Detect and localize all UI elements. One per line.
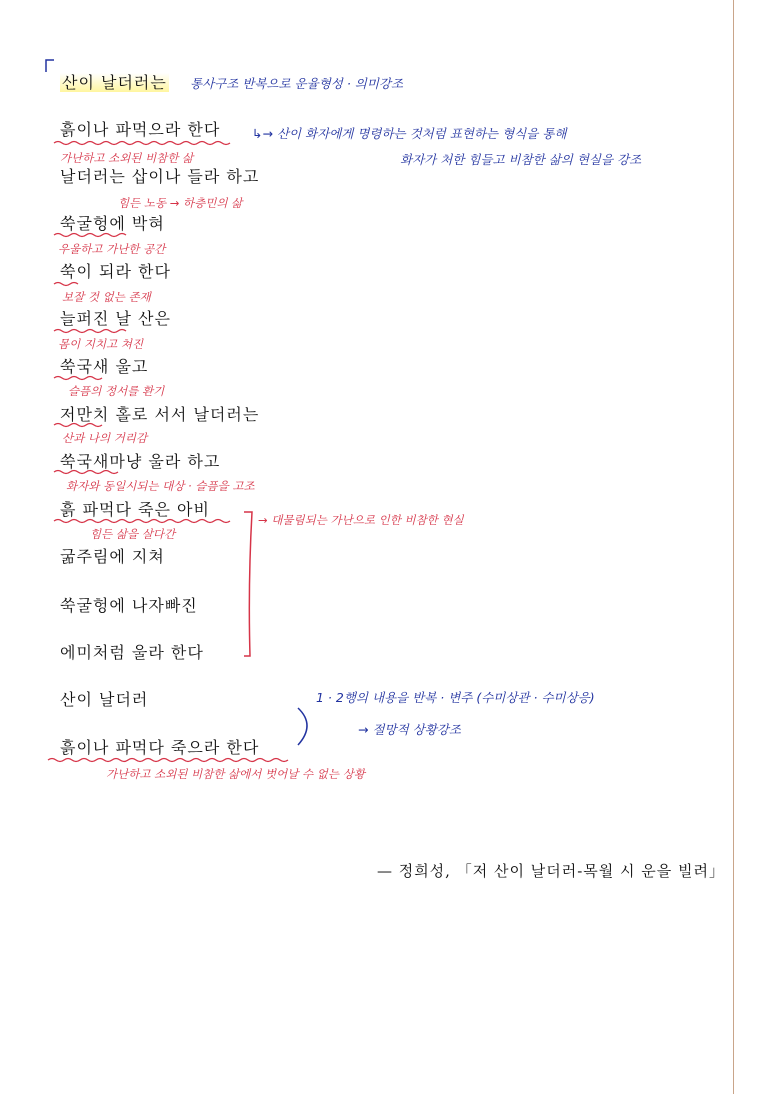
poem-line-5: 쑥이 되라 한다 <box>60 262 171 281</box>
poem-line-1: 산이 날더러는 <box>62 73 167 92</box>
note-sorrow-evoke: 슬픔의 정서를 환기 <box>68 384 165 398</box>
note-exhausted-body: 몸이 지치고 쳐진 <box>58 337 144 351</box>
page-margin-rule <box>733 0 734 1094</box>
poem-line-3: 날더러는 삽이나 들라 하고 <box>60 167 260 186</box>
note-insignificant-being: 보잘 것 없는 존재 <box>62 290 151 304</box>
poem-line-2: 흙이나 파먹으라 한다 <box>60 120 221 139</box>
note-hard-labor: 힘든 노동 → 하층민의 삶 <box>118 196 243 210</box>
poem-line-11: 굶주림에 지쳐 <box>60 547 165 566</box>
poem-line-6: 늘퍼진 날 산은 <box>60 309 171 328</box>
note-structure-repetition: 통사구조 반복으로 운율형성 · 의미강조 <box>190 76 404 91</box>
poem-line-15: 흙이나 파먹다 죽으라 한다 <box>60 738 260 757</box>
poem-line-13: 에미처럼 울라 한다 <box>60 643 204 662</box>
poem-source: — 정희성, 「저 산이 날더러-목월 시 운을 빌려」 <box>376 862 725 880</box>
note-command-form: ↳→ 산이 화자에게 명령하는 것처럼 표현하는 형식을 통해 <box>252 126 567 141</box>
note-hard-life-lived: 힘든 삶을 살다간 <box>90 527 176 541</box>
note-identified-object: 화자와 동일시되는 대상 · 슬픔을 고조 <box>66 479 255 493</box>
note-distance: 산과 나의 거리감 <box>62 431 148 445</box>
note-reality-emphasis: 화자가 처한 힘들고 비참한 삶의 현실을 강조 <box>400 152 642 167</box>
note-gloomy-space: 우울하고 가난한 공간 <box>58 242 166 256</box>
note-repetition-variation: 1 · 2행의 내용을 반복 · 변주 (수미상관 · 수미상응) <box>316 690 595 705</box>
note-poor-life: 가난하고 소외된 비참한 삶 <box>60 151 194 165</box>
poem-line-10: 흙 파먹다 죽은 아비 <box>60 500 210 519</box>
poem-line-12: 쑥굴헝에 나자빠진 <box>60 596 198 615</box>
poem-line-14: 산이 날더러 <box>60 690 149 709</box>
note-despair-emphasis: → 절망적 상황강조 <box>358 722 461 737</box>
poem-line-4: 쑥굴헝에 박혀 <box>60 214 165 233</box>
note-no-escape: 가난하고 소외된 비참한 삶에서 벗어날 수 없는 상황 <box>106 767 365 781</box>
poem-line-8: 저만치 홀로 서서 날더러는 <box>60 405 260 424</box>
note-inherited-poverty: → 대물림되는 가난으로 인한 비참한 현실 <box>258 513 464 527</box>
poem-line-9: 쑥국새마냥 울라 하고 <box>60 452 221 471</box>
poem-line-7: 쑥국새 울고 <box>60 357 149 376</box>
